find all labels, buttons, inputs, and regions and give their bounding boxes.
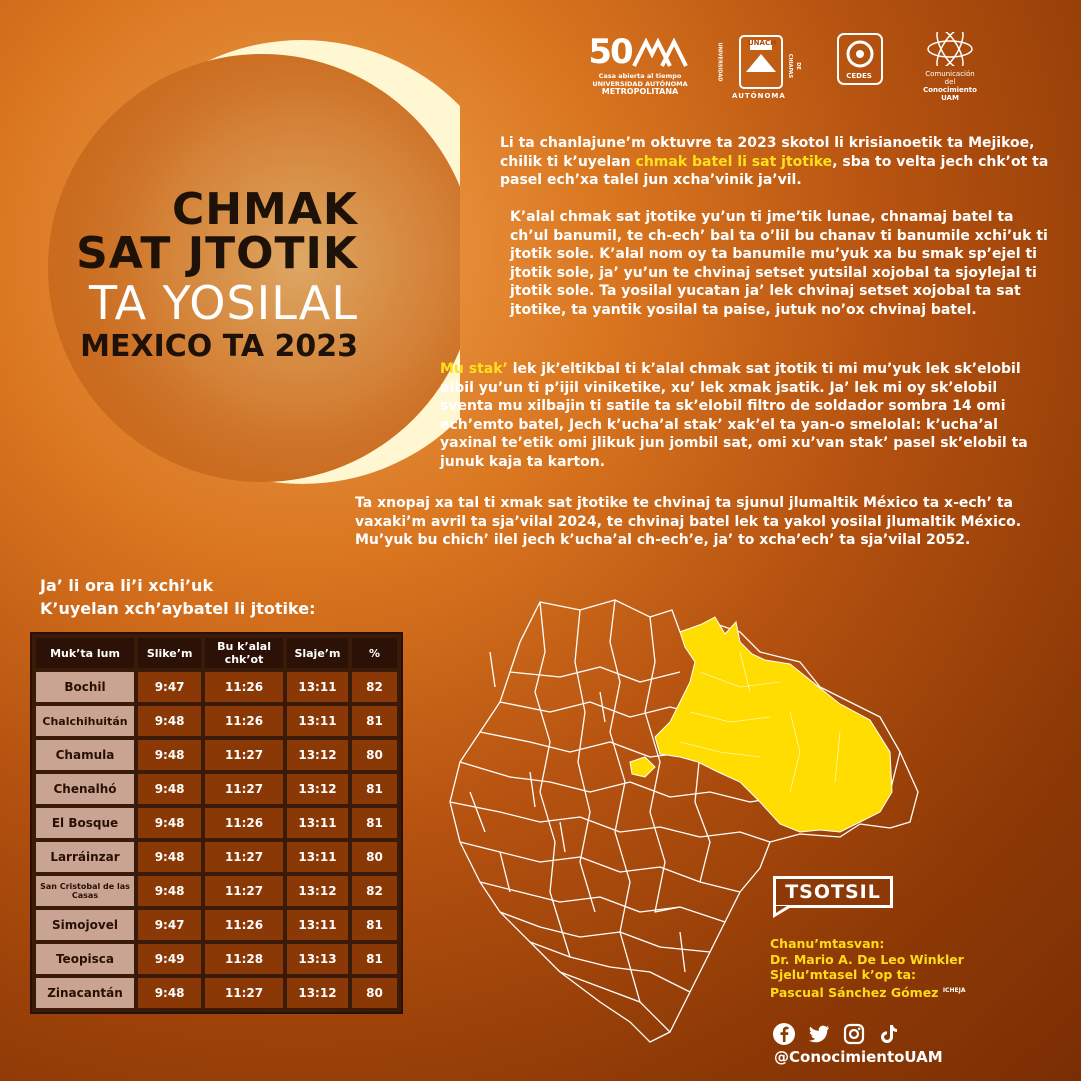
paragraph-2: K’alal chmak sat jtotike yu’un ti jme’tik lunae, chnamaj batel ta ch’ul banumil, te ch-ech’ bal ta o’lil bu chanav ti banumile xchi’uk ti jtotik sole. K’alal nom oy ta banumile mu’yuk xa bu smak sp’ejel ti jtotik sole, ja’ yu’un te chvinaj setset yutsilal xojobal ta sjoylejal ti jtotik sole. Ta yosilal yucatan ja’ lek chvinaj setset xojobal ta sat jtotike, ta yantik yosilal ta paise, jutuk no’ox chvinaj batel. (510, 209, 1048, 318)
table-row (36, 740, 397, 770)
unach-badge-text: UNACH (748, 39, 776, 47)
atom-icon (920, 32, 980, 66)
cell-start: 9:48 (138, 808, 201, 838)
cell-max: 11:28 (205, 944, 283, 974)
cell-municipality: Bochil (36, 672, 134, 702)
uam-50-number: 50 (588, 32, 632, 72)
cell-end: 13:11 (287, 910, 348, 940)
main-title (40, 184, 358, 364)
unach-bottom-text: AUTÓNOMA (732, 92, 786, 100)
cell-percent: 81 (352, 774, 397, 804)
cell-max: 11:27 (205, 978, 283, 1008)
cell-municipality: Chamula (36, 740, 134, 770)
cell-start: 9:48 (138, 978, 201, 1008)
tsotsil-region-small (630, 757, 655, 777)
paragraph-1-start: Li ta chanlajune’m oktuvre ta 2023 skotol li krisianoetik ta Mejikoe, chilik ti k’uyelan (500, 135, 1035, 170)
paragraph-1-end: , sba to velta jech chk’ot ta pasel ech’xa talel jun xcha’vinik ja’vil. (500, 153, 1049, 188)
title-line-1: CHMAK (171, 184, 358, 235)
cc-text-2: Conocimiento (923, 86, 977, 94)
cell-max: 11:27 (205, 740, 283, 770)
cell-end: 13:11 (287, 706, 348, 736)
cell-municipality: Teopisca (36, 944, 134, 974)
tsotsil-region-highlight (655, 617, 892, 832)
social-handle[interactable]: @ConocimientoUAM (774, 1047, 943, 1066)
social-bar (772, 1022, 1081, 1066)
cell-max: 11:26 (205, 706, 283, 736)
cell-end: 13:12 (287, 876, 348, 906)
col-header-percent: % (352, 638, 397, 668)
cell-percent: 81 (352, 808, 397, 838)
col-header-start: Slike’m (138, 638, 201, 668)
unach-right-text: DE CHIAPAS (787, 53, 802, 79)
cedes-label: CEDES (846, 72, 872, 80)
cell-end: 13:12 (287, 978, 348, 1008)
cell-start: 9:48 (138, 774, 201, 804)
cell-percent: 80 (352, 978, 397, 1008)
language-badge-label: TSOTSIL (776, 879, 890, 905)
cell-municipality: El Bosque (36, 808, 134, 838)
cell-max: 11:27 (205, 876, 283, 906)
cell-municipality: Zinacantán (36, 978, 134, 1008)
table-title-line-1: Ja’ li ora li’i xchi’uk (40, 576, 214, 595)
table-row (36, 706, 397, 736)
cell-municipality: Simojovel (36, 910, 134, 940)
cell-percent: 81 (352, 944, 397, 974)
table-row (36, 808, 397, 838)
cell-max: 11:27 (205, 842, 283, 872)
uam-50-logo (580, 32, 700, 96)
cell-start: 9:47 (138, 910, 201, 940)
paragraph-4: Ta xnopaj xa tal ti xmak sat jtotike te chvinaj ta sjunul jlumaltik México ta x-ech’ ta vaxaki’m avril ta sja’vilal 2024, te chvinaj batel lek ta yakol yosilal jlumaltik México. Mu’yuk bu chich’ ilel jech k’ucha’al ch-ech’e, ja’ to xcha’ech’ ta sja’vilal 2052. (355, 495, 1022, 548)
cell-percent: 82 (352, 672, 397, 702)
cell-max: 11:26 (205, 672, 283, 702)
facebook-icon[interactable] (772, 1022, 796, 1046)
cell-end: 13:12 (287, 774, 348, 804)
cell-end: 13:11 (287, 672, 348, 702)
credits-sup: ICHEJA (942, 986, 966, 994)
twitter-icon[interactable] (807, 1022, 831, 1046)
cell-municipality: Chalchihuitán (36, 706, 134, 736)
credits-line-2: Dr. Mario A. De Leo Winkler (770, 951, 964, 967)
cell-end: 13:11 (287, 808, 348, 838)
table-title-line-2: K’uyelan xch’aybatel li jtotike: (40, 599, 316, 618)
uam-mark-icon (632, 38, 692, 68)
cc-text-1: Comunicación del (925, 70, 975, 86)
tiktok-icon[interactable] (877, 1022, 901, 1046)
col-header-end: Slaje’m (287, 638, 348, 668)
col-header-municipality: Muk’ta lum (36, 638, 134, 668)
paragraph-1-highlight: chmak batel li sat jtotike (635, 153, 833, 170)
unach-left-text: UNIVERSIDAD (716, 42, 723, 82)
cell-max: 11:27 (205, 774, 283, 804)
table-row (36, 774, 397, 804)
col-header-max: Bu k’alal chk’ot (205, 638, 283, 668)
credits-line-3: Sjelu’mtasel k’op ta: (770, 967, 917, 982)
table-header-row (36, 638, 397, 668)
cell-start: 9:49 (138, 944, 201, 974)
cell-start: 9:48 (138, 706, 201, 736)
cedes-logo (835, 32, 885, 92)
cell-percent: 81 (352, 910, 397, 940)
title-line-3: TA YOSILAL (89, 276, 358, 330)
title-line-2: SAT JTOTIK (76, 228, 358, 279)
paragraph-3-highlight: Mu stak’ (440, 361, 508, 377)
cell-start: 9:47 (138, 672, 201, 702)
instagram-icon[interactable] (842, 1022, 866, 1046)
cell-start: 9:48 (138, 876, 201, 906)
cc-text-3: UAM (941, 94, 959, 102)
paragraph-3-body: lek jk’eltikbal ti k’alal chmak sat jtotik ti mi mu’yuk lek sk’elobil albil yu’un ti p’ijil viniketike, xu’ lek xmak jsatik. Ja’ lek mi oy sk’elobil sventa mu xilbajin ti satile ta sk’elobil filtro de soldador sombra 14 omi ech’emto batel, Jech k’ucha’al stak’ xak’el ta yan-o smelolal: k’ucha’al yaxinal te’etik omi jlikuk jun jombil sat, omi xu’van stak’ pasel sk’elobil ta junuk kaja ta karton. (440, 361, 1028, 470)
cell-end: 13:12 (287, 740, 348, 770)
table-row (36, 910, 397, 940)
cell-municipality: Chenalhó (36, 774, 134, 804)
cell-municipality: San Cristobal de las Casas (36, 876, 134, 906)
table-row (36, 978, 397, 1008)
title-line-4: MEXICO TA 2023 (80, 329, 358, 364)
table-row (36, 944, 397, 974)
credits (770, 936, 965, 1000)
credits-line-1: Chanu’mtasvan: (770, 936, 885, 951)
cell-percent: 82 (352, 876, 397, 906)
table-title (40, 574, 315, 620)
table-row (36, 842, 397, 872)
uam-text-2: UNIVERSIDAD AUTÓNOMA (592, 80, 688, 88)
comunicacion-conocimiento-logo (920, 32, 980, 102)
cell-end: 13:13 (287, 944, 348, 974)
cell-start: 9:48 (138, 740, 201, 770)
speech-bubble-tail-icon (773, 906, 793, 920)
cell-max: 11:26 (205, 808, 283, 838)
eclipse-times-table (30, 632, 403, 1014)
credits-line-4: Pascual Sánchez Gómez (770, 984, 939, 1000)
cell-end: 13:11 (287, 842, 348, 872)
paragraph-3 (440, 360, 1050, 471)
language-badge (773, 876, 893, 908)
cell-municipality: Larráinzar (36, 842, 134, 872)
logos-bar (580, 32, 1050, 107)
table-row (36, 672, 397, 702)
cell-max: 11:26 (205, 910, 283, 940)
uam-text-3: METROPOLITANA (601, 87, 679, 96)
unach-logo (716, 32, 802, 108)
cell-percent: 80 (352, 842, 397, 872)
table-row (36, 876, 397, 906)
cell-start: 9:48 (138, 842, 201, 872)
paragraph-1 (500, 134, 1060, 190)
cell-percent: 80 (352, 740, 397, 770)
uam-text-1: Casa abierta al tiempo (598, 72, 682, 80)
cell-percent: 81 (352, 706, 397, 736)
